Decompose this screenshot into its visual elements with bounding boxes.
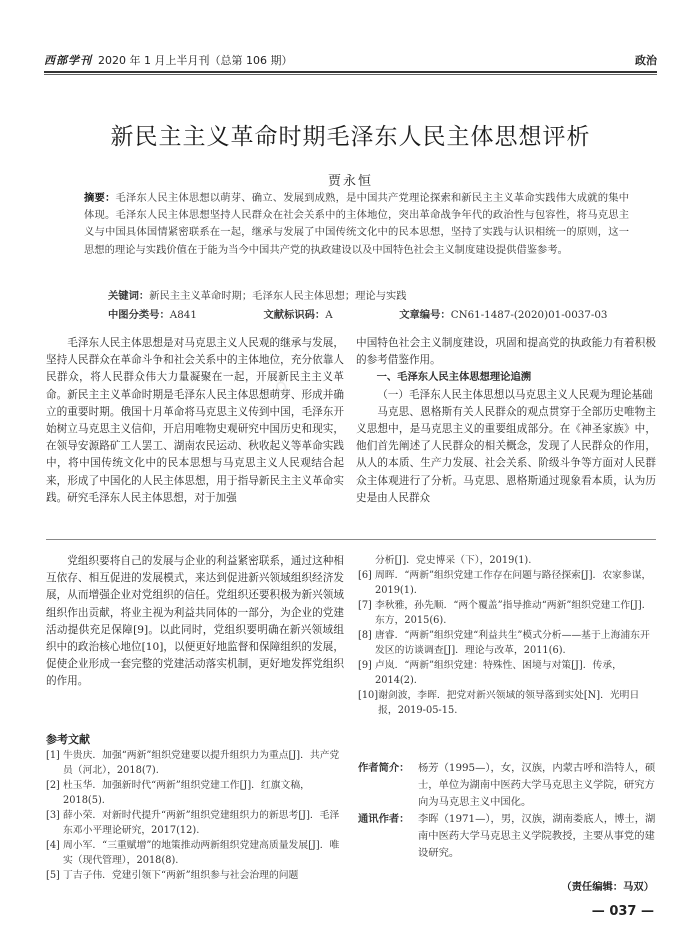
lower-left-column	[46, 553, 344, 691]
section-label: 政治	[635, 54, 657, 67]
reference-item: [3] 薛小荣．对新时代提升“两新”组织党建组织力的新思考[J]．毛泽东邓小平理论研究，2017(12).	[46, 810, 340, 836]
clc-code: A841	[169, 309, 197, 321]
clc-label: 中图分类号：	[108, 309, 170, 321]
keywords: 新民主主义革命时期；毛泽东人民主体思想；理论与实践	[149, 290, 407, 302]
reference-item: [8] 唐睿．“两新”组织党建“利益共生”模式分析——基于上海浦东开发区的访谈调查[J]．理论与改革，2011(6).	[358, 630, 650, 656]
intro-paragraph: 毛泽东人民主体思想是对马克思主义人民观的继承与发展，坚持人民群众在革命斗争和社会关系中的主体地位，充分依靠人民群众，将人民群众伟大力量凝聚在一起，开展新民主主义革命。新民主主义革命时期是毛泽东人民主体思想萌芽、形成并确立的重要时期。俄国十月革命将马克思主义传到中国，毛泽东开始树立马克思主义信仰，开启用唯物史观研究中国历史和现实，在领导安源路矿工人罢工、湖南农民运动、秋收起义等革命实践中，将中国传统文化中的民本思想与马克思主义人民观结合起来，形成了中国化的人民主体思想，用于指导新民主主义革命实践。研究毛泽东人民主体思想，对于加强	[46, 337, 344, 504]
lower-left-paragraph: 党组织要将自己的发展与企业的利益紧密联系，通过这种相互依存、相互促进的发展模式，来达到促进新兴领域组织经济发展，从而增强企业对党组织的信任。党组织还要积极为新兴领域组织作出贡献，将业主视为利益共同体的一部分，为企业的党建活动提供充足保障[9]。以此同时，党组织要明确在新兴领域组织中的政治核心地位[10]，以便更好地监督和保障组织的发展，促使企业形成一套完整的党建活动落实机制，更好地发挥党组织的作用。	[46, 555, 344, 688]
corr-author-text: 李晖（1971—），男，汉族，湖南娄底人，博士，湖南中医药大学马克思主义学院教授，主要从事党的建设研究。	[418, 813, 656, 859]
reference-item: [4] 周小军．“三重赋增”的地策推动两新组织党建高质量发展[J]．唯实（现代管理），2018(8).	[46, 840, 340, 866]
abstract-label: 摘要：	[84, 192, 116, 204]
author-bio-label: 作者简介：	[358, 762, 410, 774]
header-rule	[44, 71, 657, 73]
reference-item: [10] 谢剑波，李晖．把党对新兴领域的领导落到实处[N]．光明日报，2019-05-15.	[358, 690, 640, 716]
article-no-label: 文章编号：	[399, 309, 451, 321]
right-continuation: 中国特色社会主义制度建设，巩固和提高党的执政能力有着积极的参考借鉴作用。	[356, 337, 656, 367]
journal-name: 西部学刊	[44, 54, 92, 67]
reference-item: [7] 李秋雅，孙先顺．“两个覆盖”指导推动“两新”组织党建工作[J]．东方，2015(6).	[358, 600, 652, 626]
article-divider	[46, 539, 656, 540]
header-left	[44, 52, 292, 68]
watermark: ﾟ	[269, 366, 325, 431]
corresponding-author	[358, 811, 658, 862]
keywords-line	[108, 287, 628, 302]
article-title: 新民主主义革命时期毛泽东人民主体思想评析	[110, 124, 591, 150]
corr-author-label: 通讯作者：	[358, 813, 410, 825]
responsible-editor: （责任编辑：马双）	[561, 881, 654, 893]
classification-line	[108, 306, 638, 321]
references-left	[46, 748, 344, 883]
issue-info: 2020 年 1 月上半月刊（总第 106 期）	[98, 54, 293, 67]
author-bio	[358, 760, 658, 811]
keywords-label: 关键词：	[108, 290, 150, 302]
right-paragraph: 马克思、恩格斯有关人民群众的观点贯穿于全部历史唯物主义思想中，是马克思主义的重要组成部分。在《神圣家族》中，他们首先阐述了人民群众的相关概念，发现了人民群众的作用，从人的本质、生产力发展、社会关系、阶级斗争等方面对人民群众主体观进行了分析。马克思、恩格斯通过现象看本质，认为历史是由人民群众	[356, 405, 656, 504]
author-bios	[358, 760, 658, 862]
doc-code-label: 文献标识码：	[263, 309, 326, 321]
author-bio-text: 杨芳（1995—），女，汉族，内蒙古呼和浩特人，硕士，单位为湖南中医药大学马克思主义学院，研究方向为马克思主义中国化。	[418, 762, 656, 808]
section-heading: 一、毛泽东人民主体思想理论追溯	[376, 371, 532, 384]
abstract-text: 毛泽东人民主体思想以萌芽、确立、发展到成熟，是中国共产党理论探索和新民主主义革命实践伟大成就的集中体现。毛泽东人民主体思想坚持人民群众在社会关系中的主体地位，突出革命战争年代的政治性与包容性，将马克思主义与中国具体国情紧密联系在一起，继承与发展了中国传统文化中的民本思想，坚持了实践与认识相统一的原则，这一思想的理论与实践价值在于能为当今中国共产党的执政建设以及中国特色社会主义制度建设提供借鉴参考。	[84, 192, 629, 256]
running-header	[44, 50, 657, 70]
body-column-right	[356, 335, 656, 507]
article-author: 贾永恒	[327, 174, 373, 189]
abstract	[84, 190, 629, 259]
article-no: CN61-1487-(2020)01-0037-03	[450, 309, 608, 321]
references-right	[358, 553, 658, 718]
reference-item: [9] 卢岚．“两新”组织党建：特殊性、困境与对策[J]．传承，2014(2).	[358, 660, 622, 686]
sub-heading: （一）毛泽东人民主体思想以马克思主义人民观为理论基础	[377, 388, 653, 401]
references-heading: 参考文献	[46, 733, 90, 746]
reference-item: [2] 杜玉华．加强新时代“两新”组织党建工作[J]．红旗文稿，2018(5).	[46, 780, 310, 806]
header-rule-thin	[44, 74, 657, 75]
reference-item: [5] 丁吉子伟．党建引领下“两新”组织参与社会治理的问题	[46, 870, 299, 881]
reference-item: [6] 周晖．“两新”组织党建工作存在问题与路径探索[J]．农家参谋，2019(1).	[358, 570, 652, 596]
reference-item: [1] 牛贵庆．加强“两新”组织党建要以提升组织力为重点[J]．共产党员（河北），2018(7).	[46, 750, 340, 776]
page-number: — 037 —	[591, 904, 654, 919]
reference-continuation: 分析[J]．党史博采（下），2019(1).	[375, 555, 532, 566]
doc-code: A	[325, 309, 333, 321]
